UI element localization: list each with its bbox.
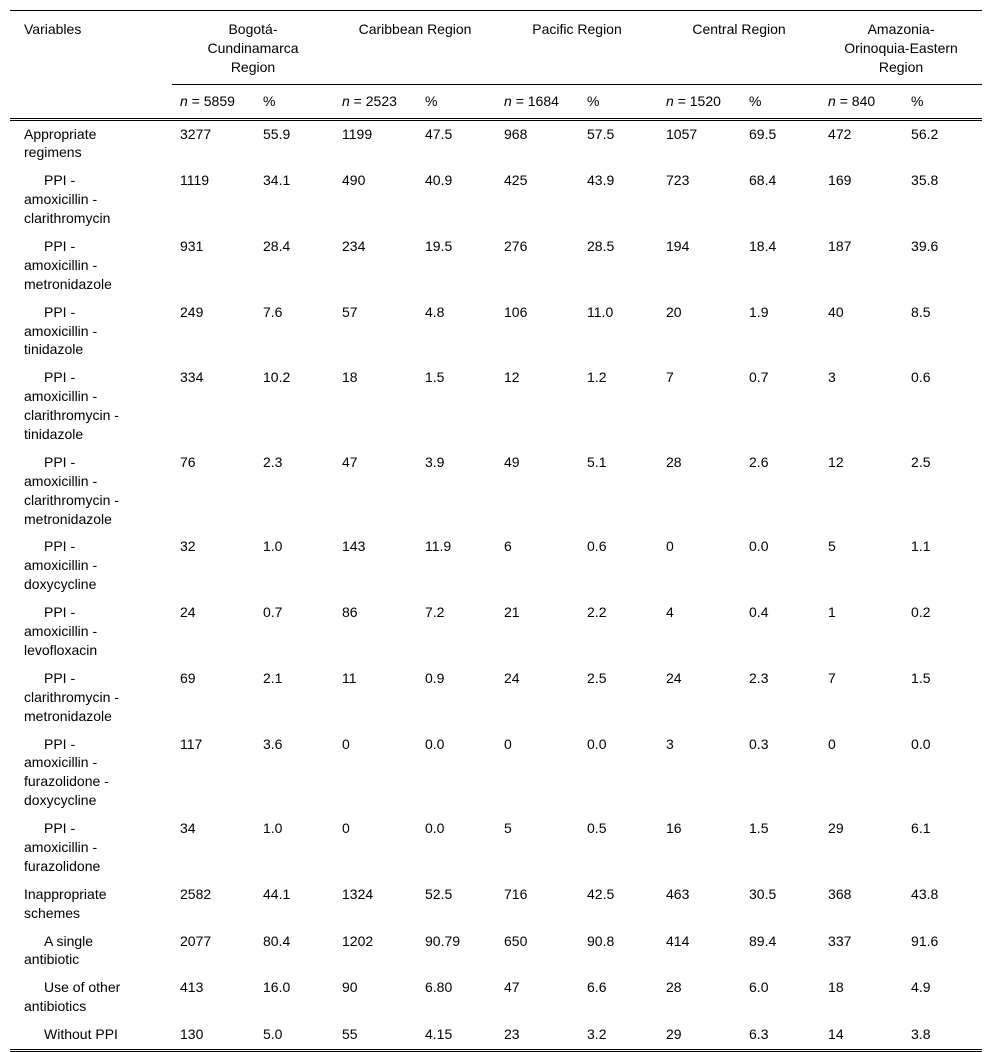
- cell-count: 723: [666, 172, 690, 189]
- cell-percent: 0.0: [911, 735, 931, 752]
- cell-count: 24: [666, 669, 682, 686]
- table-row: [10, 881, 982, 928]
- cell-count: 57: [342, 303, 358, 320]
- cell-count: 472: [828, 125, 852, 142]
- cell-percent: 11.9: [425, 538, 452, 555]
- cell-percent: 0.0: [425, 820, 445, 837]
- n-header: n = 1520: [658, 84, 741, 119]
- row-label: Appropriate regimens: [24, 125, 97, 161]
- cell-percent: 6.0: [749, 979, 769, 996]
- cell-count: 28: [666, 979, 682, 996]
- cell-count: 0: [342, 735, 350, 752]
- row-label: PPI - amoxicillin - tinidazole: [24, 303, 98, 358]
- cell-percent: 0.6: [911, 369, 931, 386]
- row-label: PPI - amoxicillin - furazolidone - doxycycline: [24, 735, 109, 809]
- cell-count: 7: [666, 369, 674, 386]
- row-label: PPI - amoxicillin - levofloxacin: [24, 604, 98, 658]
- cell-percent: 0.5: [587, 820, 607, 837]
- cell-count: 34: [180, 820, 196, 837]
- cell-count: 5: [828, 538, 836, 555]
- table-row: [10, 233, 982, 299]
- cell-count: 86: [342, 604, 358, 621]
- percent-header: %: [903, 84, 982, 119]
- row-label: PPI - amoxicillin - clarithromycin: [24, 172, 111, 227]
- cell-percent: 6.6: [587, 979, 607, 996]
- percent-header: %: [417, 84, 496, 119]
- cell-count: 337: [828, 932, 852, 949]
- cell-percent: 0.0: [587, 735, 607, 752]
- table-row: [10, 119, 982, 167]
- percent-header: %: [579, 84, 658, 119]
- cell-percent: 16.0: [263, 979, 291, 996]
- cell-percent: 89.4: [749, 932, 777, 949]
- n-symbol: n: [828, 92, 836, 109]
- row-label: Use of other antibiotics: [24, 979, 121, 1015]
- cell-percent: 0.7: [749, 369, 769, 386]
- row-label: PPI - amoxicillin - clarithromycin - tinidazole: [24, 369, 119, 443]
- row-label: PPI - amoxicillin - furazolidone: [24, 820, 101, 874]
- cell-percent: 35.8: [911, 172, 939, 189]
- cell-count: 0: [342, 820, 350, 837]
- cell-count: 49: [504, 453, 520, 470]
- cell-count: 490: [342, 172, 366, 189]
- region-header-row: [10, 11, 982, 85]
- cell-percent: 0.0: [425, 735, 445, 752]
- cell-count: 2582: [180, 885, 212, 902]
- table-head: [10, 11, 982, 120]
- cell-count: 1057: [666, 125, 698, 142]
- cell-count: 47: [342, 453, 358, 470]
- cell-percent: 19.5: [425, 238, 453, 255]
- cell-count: 12: [504, 369, 520, 386]
- cell-percent: 3.2: [587, 1026, 607, 1043]
- cell-count: 106: [504, 303, 528, 320]
- cell-count: 194: [666, 238, 690, 255]
- table-row: [10, 665, 982, 731]
- cell-count: 18: [828, 979, 844, 996]
- cell-count: 29: [666, 1026, 682, 1043]
- cell-count: 716: [504, 885, 528, 902]
- cell-count: 414: [666, 932, 690, 949]
- cell-percent: 57.5: [587, 125, 615, 142]
- cell-count: 32: [180, 538, 196, 555]
- cell-count: 55: [342, 1026, 358, 1043]
- row-label: PPI - clarithromycin - metronidazole: [24, 669, 119, 724]
- cell-percent: 6.80: [425, 979, 453, 996]
- cell-count: 3: [666, 735, 674, 752]
- cell-percent: 80.4: [263, 932, 291, 949]
- cell-count: 413: [180, 979, 204, 996]
- cell-count: 47: [504, 979, 520, 996]
- cell-percent: 52.5: [425, 885, 453, 902]
- table-row: [10, 731, 982, 816]
- cell-percent: 4.15: [425, 1026, 453, 1043]
- cell-count: 0: [828, 735, 836, 752]
- cell-count: 368: [828, 885, 852, 902]
- n-symbol: n: [504, 92, 512, 109]
- cell-percent: 6.3: [749, 1026, 769, 1043]
- cell-percent: 30.5: [749, 885, 777, 902]
- cell-percent: 2.5: [911, 453, 931, 470]
- region-header: Central Region: [658, 11, 820, 85]
- cell-percent: 42.5: [587, 885, 615, 902]
- cell-count: 69: [180, 669, 196, 686]
- row-label: PPI - amoxicillin - clarithromycin - metronidazole: [24, 453, 119, 527]
- n-header: n = 2523: [334, 84, 417, 119]
- row-label: Inappropriate schemes: [24, 885, 107, 921]
- cell-percent: 4.8: [425, 303, 445, 320]
- cell-count: 130: [180, 1026, 204, 1043]
- cell-percent: 10.2: [263, 369, 291, 386]
- cell-percent: 6.1: [911, 820, 931, 837]
- cell-percent: 1.9: [749, 303, 769, 320]
- cell-percent: 90.79: [425, 932, 461, 949]
- n-symbol: n: [180, 92, 188, 109]
- cell-count: 18: [342, 369, 358, 386]
- cell-count: 143: [342, 538, 366, 555]
- cell-count: 16: [666, 820, 682, 837]
- cell-count: 1202: [342, 932, 374, 949]
- cell-count: 24: [180, 604, 196, 621]
- percent-header: %: [255, 84, 334, 119]
- cell-count: 234: [342, 238, 366, 255]
- cell-count: 7: [828, 669, 836, 686]
- cell-count: 5: [504, 820, 512, 837]
- cell-percent: 28.5: [587, 238, 615, 255]
- cell-count: 24: [504, 669, 520, 686]
- n-symbol: n: [342, 92, 350, 109]
- cell-count: 6: [504, 538, 512, 555]
- cell-count: 20: [666, 303, 682, 320]
- cell-percent: 43.8: [911, 885, 939, 902]
- cell-percent: 1.0: [263, 538, 283, 555]
- cell-percent: 2.6: [749, 453, 769, 470]
- cell-count: 1: [828, 604, 836, 621]
- variables-header: Variables: [10, 11, 172, 120]
- cell-percent: 11.0: [587, 303, 614, 320]
- region-header: Caribbean Region: [334, 11, 496, 85]
- cell-count: 11: [342, 669, 357, 686]
- cell-count: 169: [828, 172, 852, 189]
- n-symbol: n: [666, 92, 674, 109]
- cell-percent: 47.5: [425, 125, 453, 142]
- table-row: [10, 928, 982, 975]
- cell-count: 117: [180, 735, 203, 752]
- cell-count: 29: [828, 820, 844, 837]
- n-header: n = 840: [820, 84, 903, 119]
- table-row: [10, 364, 982, 449]
- cell-percent: 0.9: [425, 669, 445, 686]
- cell-percent: 0.2: [911, 604, 931, 621]
- cell-percent: 3.6: [263, 735, 283, 752]
- cell-percent: 0.3: [749, 735, 769, 752]
- region-header: Amazonia-Orinoquia-Eastern Region: [820, 11, 982, 85]
- table-row: [10, 599, 982, 665]
- cell-count: 21: [504, 604, 520, 621]
- cell-count: 3: [828, 369, 836, 386]
- cell-count: 0: [666, 538, 674, 555]
- cell-count: 276: [504, 238, 528, 255]
- cell-percent: 18.4: [749, 238, 777, 255]
- cell-count: 14: [828, 1026, 844, 1043]
- cell-percent: 2.3: [263, 453, 283, 470]
- cell-percent: 4.9: [911, 979, 931, 996]
- cell-percent: 2.2: [587, 604, 607, 621]
- cell-count: 1119: [180, 172, 210, 189]
- cell-percent: 56.2: [911, 125, 939, 142]
- cell-percent: 39.6: [911, 238, 939, 255]
- regimens-table: [10, 10, 982, 1052]
- row-label: A single antibiotic: [24, 932, 94, 968]
- row-label: PPI - amoxicillin - doxycycline: [24, 538, 98, 593]
- cell-percent: 43.9: [587, 172, 615, 189]
- cell-count: 90: [342, 979, 358, 996]
- cell-percent: 8.5: [911, 303, 931, 320]
- cell-percent: 1.5: [425, 369, 445, 386]
- row-label: PPI - amoxicillin - metronidazole: [24, 238, 112, 292]
- table-row: [10, 1021, 982, 1050]
- cell-percent: 7.6: [263, 303, 283, 320]
- cell-count: 3277: [180, 125, 212, 142]
- region-header: Bogotá-Cundinamarca Region: [172, 11, 334, 85]
- cell-count: 334: [180, 369, 204, 386]
- cell-count: 40: [828, 303, 844, 320]
- cell-count: 425: [504, 172, 528, 189]
- cell-count: 76: [180, 453, 196, 470]
- cell-count: 187: [828, 238, 852, 255]
- table-row: [10, 299, 982, 365]
- n-header: n = 1684: [496, 84, 579, 119]
- cell-percent: 1.2: [587, 369, 607, 386]
- cell-percent: 69.5: [749, 125, 777, 142]
- cell-percent: 34.1: [263, 172, 291, 189]
- region-header: Pacific Region: [496, 11, 658, 85]
- cell-percent: 55.9: [263, 125, 291, 142]
- cell-percent: 90.8: [587, 932, 615, 949]
- cell-percent: 0.4: [749, 604, 769, 621]
- table-row: [10, 533, 982, 599]
- cell-percent: 2.5: [587, 669, 607, 686]
- cell-percent: 44.1: [263, 885, 291, 902]
- cell-count: 23: [504, 1026, 520, 1043]
- cell-percent: 2.3: [749, 669, 769, 686]
- cell-count: 1324: [342, 885, 374, 902]
- cell-percent: 0.0: [749, 538, 769, 555]
- cell-percent: 1.1: [911, 538, 931, 555]
- table-body: [10, 119, 982, 1050]
- cell-percent: 1.5: [911, 669, 931, 686]
- cell-percent: 0.6: [587, 538, 607, 555]
- cell-percent: 5.1: [587, 453, 607, 470]
- table-row: [10, 167, 982, 233]
- table-row: [10, 449, 982, 534]
- cell-percent: 7.2: [425, 604, 445, 621]
- percent-header: %: [741, 84, 820, 119]
- cell-percent: 40.9: [425, 172, 453, 189]
- cell-percent: 0.7: [263, 604, 283, 621]
- cell-count: 4: [666, 604, 674, 621]
- cell-percent: 1.0: [263, 820, 283, 837]
- cell-count: 931: [180, 238, 204, 255]
- cell-percent: 3.8: [911, 1026, 931, 1043]
- cell-count: 28: [666, 453, 682, 470]
- cell-count: 968: [504, 125, 528, 142]
- cell-percent: 3.9: [425, 453, 445, 470]
- row-label: Without PPI: [44, 1026, 118, 1043]
- table-row: [10, 815, 982, 881]
- cell-percent: 28.4: [263, 238, 291, 255]
- cell-percent: 2.1: [263, 669, 283, 686]
- cell-count: 650: [504, 932, 528, 949]
- cell-count: 463: [666, 885, 690, 902]
- cell-percent: 5.0: [263, 1026, 283, 1043]
- cell-count: 1199: [342, 125, 373, 142]
- cell-percent: 1.5: [749, 820, 769, 837]
- n-header: n = 5859: [172, 84, 255, 119]
- cell-percent: 68.4: [749, 172, 777, 189]
- cell-count: 12: [828, 453, 844, 470]
- cell-count: 2077: [180, 932, 212, 949]
- cell-count: 0: [504, 735, 512, 752]
- table-row: [10, 974, 982, 1021]
- cell-percent: 91.6: [911, 932, 939, 949]
- cell-count: 249: [180, 303, 204, 320]
